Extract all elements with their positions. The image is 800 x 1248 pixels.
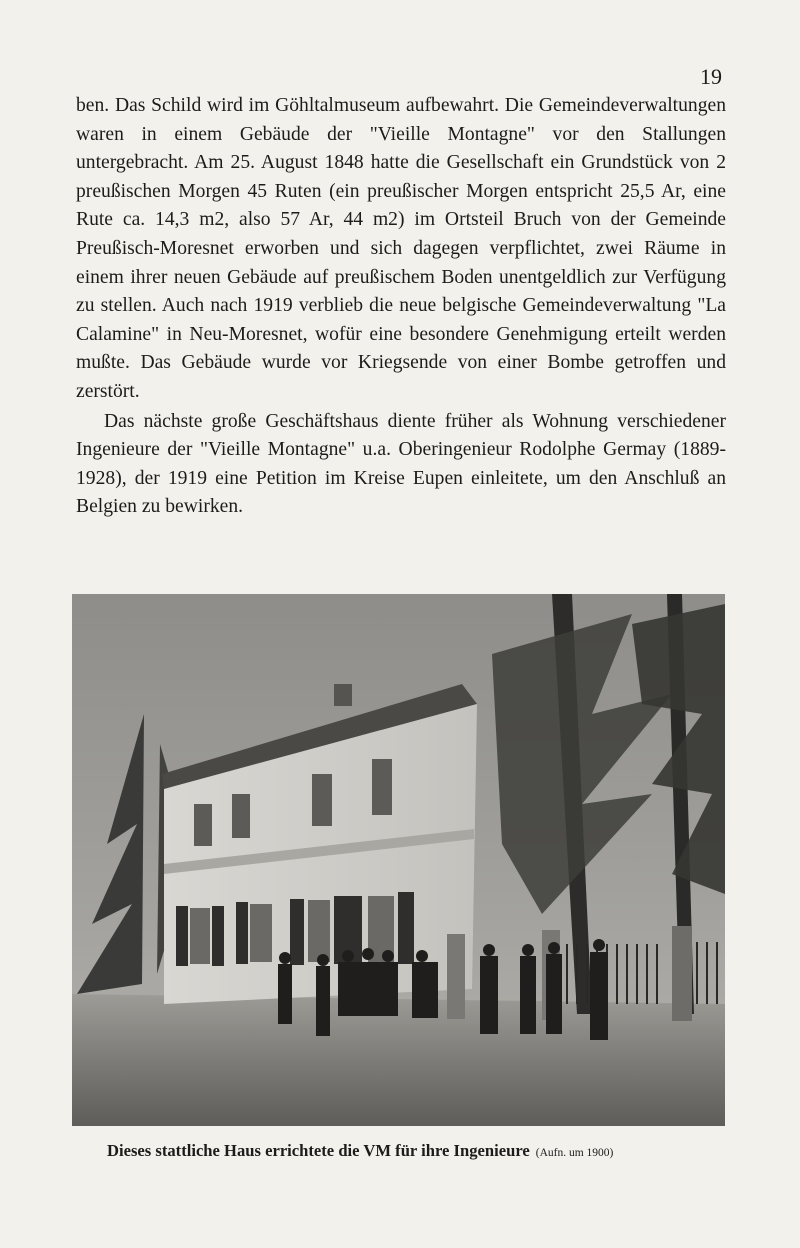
- paragraph-2: Das nächste große Geschäftshaus diente früher als Wohnung verschiedener Ingenieure der "Vieille Montagne" u.a. Oberingenieur Rodolphe Germay (1889-1928), der 1919 eine Petition im Kreise Eupen einleitete, um den Anschluß an Belgien zu bewirken.: [76, 410, 726, 518]
- engineers-house-photo: [72, 594, 725, 1126]
- paragraph-1: ben. Das Schild wird im Göhltalmuseum aufbewahrt. Die Gemeindeverwaltungen waren in einem Gebäude der "Vieille Montagne" vor den Stallungen untergebracht. Am 25. August 1848 hatte die Gesellschaft ein Grundstück von 2 preußischen Morgen 45 Ruten (ein preußischer Morgen entspricht 25,5 Ar, eine Rute ca. 14,3 m2, also 57 Ar, 44 m2) im Ortsteil Bruch von der Gemeinde Preußisch-Moresnet erworben und sich dagegen verpflichtet, zwei Räume in einem ihrer neuen Gebäude auf preußischem Boden unentgeldlich zur Verfügung zu stellen. Auch nach 1919 verblieb die neue belgische Gemeindeverwaltung "La Calamine" in Neu-Moresnet, wofür eine besondere Genehmigung erteilt werden mußte. Das Gebäude wurde vor Kriegsende von einer Bombe getroffen und zerstört.: [76, 95, 726, 402]
- page-number: 19: [700, 64, 722, 89]
- engineers-house-photo-image: [72, 594, 725, 1126]
- figure-caption: [107, 1141, 727, 1163]
- body-text: [76, 92, 726, 522]
- caption-note: (Aufn. um 1900): [535, 1147, 614, 1159]
- caption-text: Dieses stattliche Haus errichtete die VM für ihre Ingenieure: [107, 1141, 530, 1160]
